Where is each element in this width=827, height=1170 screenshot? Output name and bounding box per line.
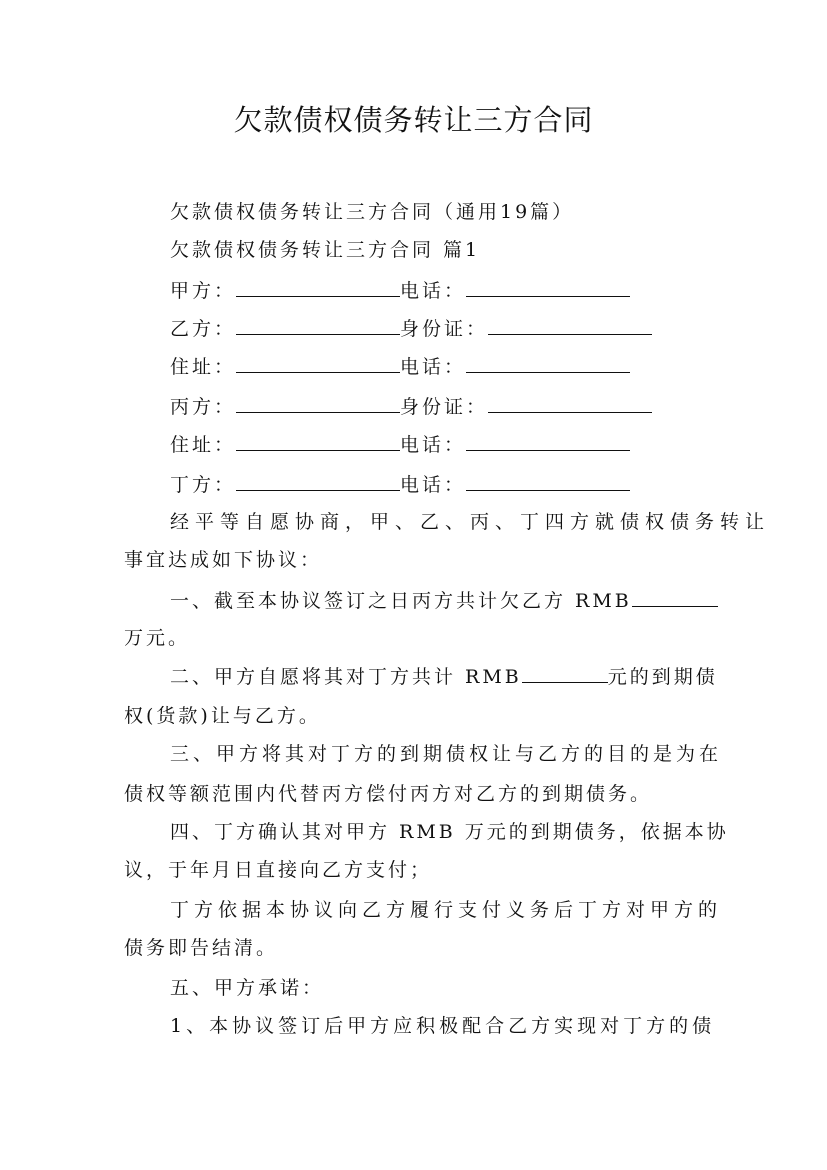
clause-4-line-3: 丁方依据本协议向乙方履行支付义务后丁方对甲方的 [170, 899, 723, 921]
intro-line-1: 经平等自愿协商，甲、乙、丙、丁四方就债权债务转让 [170, 511, 771, 533]
clause-5-heading: 五、甲方承诺： [170, 977, 325, 999]
blank-field [466, 470, 630, 491]
clause-1-line-1 [170, 586, 718, 615]
blank-field [236, 470, 400, 491]
clause-text: 二、甲方自愿将其对丁方共计 RMB [170, 666, 522, 688]
clause-4-line-1: 四、丁方确认其对甲方 RMB 万元的到期债务，依据本协 [170, 821, 729, 843]
clause-2-line-2: 权(货款)让与乙方。 [124, 705, 321, 727]
blank-field [236, 352, 400, 373]
clause-text: 一、截至本协议签订之日丙方共计欠乙方 RMB [170, 590, 632, 612]
blank-field [236, 392, 400, 413]
blank-field [466, 276, 630, 297]
blank-field [488, 392, 652, 413]
party-label: 乙方： [170, 318, 237, 340]
party-field2-label: 身份证： [400, 396, 489, 418]
party-label: 甲方： [170, 280, 237, 302]
clause-4-line-4: 债务即告结清。 [124, 937, 279, 959]
blank-field [236, 314, 400, 335]
party-row-jia [170, 276, 630, 305]
blank-field [236, 430, 400, 451]
section-heading: 欠款债权债务转让三方合同 篇1 [170, 239, 481, 261]
clause-5-item-1: 1、本协议签订后甲方应积极配合乙方实现对丁方的债 [170, 1015, 716, 1037]
intro-line-2: 事宜达成如下协议： [124, 549, 323, 571]
party-label: 丙方： [170, 396, 237, 418]
clause-3-line-2: 债权等额范围内代替丙方偿付丙方对乙方的到期债务。 [124, 783, 653, 805]
party-field2-label: 电话： [400, 280, 467, 302]
clause-2-line-1 [170, 662, 718, 691]
party-row-yi [170, 314, 652, 343]
party-row-address-2 [170, 430, 630, 459]
subtitle: 欠款债权债务转让三方合同（通用19篇） [170, 201, 575, 223]
party-label: 丁方： [170, 474, 237, 496]
party-label: 住址： [170, 434, 237, 456]
party-field2-label: 电话： [400, 474, 467, 496]
blank-field [632, 586, 718, 607]
blank-field [466, 430, 630, 451]
blank-field [522, 662, 608, 683]
party-label: 住址： [170, 356, 237, 378]
party-row-ding [170, 470, 630, 499]
blank-field [466, 352, 630, 373]
blank-field [488, 314, 652, 335]
party-field2-label: 电话： [400, 356, 467, 378]
party-row-address-1 [170, 352, 630, 381]
clause-3-line-1: 三、甲方将其对丁方的到期债权让与乙方的目的是为在 [170, 743, 723, 765]
clause-text: 元的到期债 [607, 666, 718, 688]
clause-4-line-2: 议，于年月日直接向乙方支付； [124, 859, 433, 881]
party-row-bing [170, 392, 652, 421]
party-field2-label: 电话： [400, 434, 467, 456]
clause-1-line-2: 万元。 [124, 627, 191, 649]
blank-field [236, 276, 400, 297]
party-field2-label: 身份证： [400, 318, 489, 340]
document-title: 欠款债权债务转让三方合同 [233, 103, 594, 137]
